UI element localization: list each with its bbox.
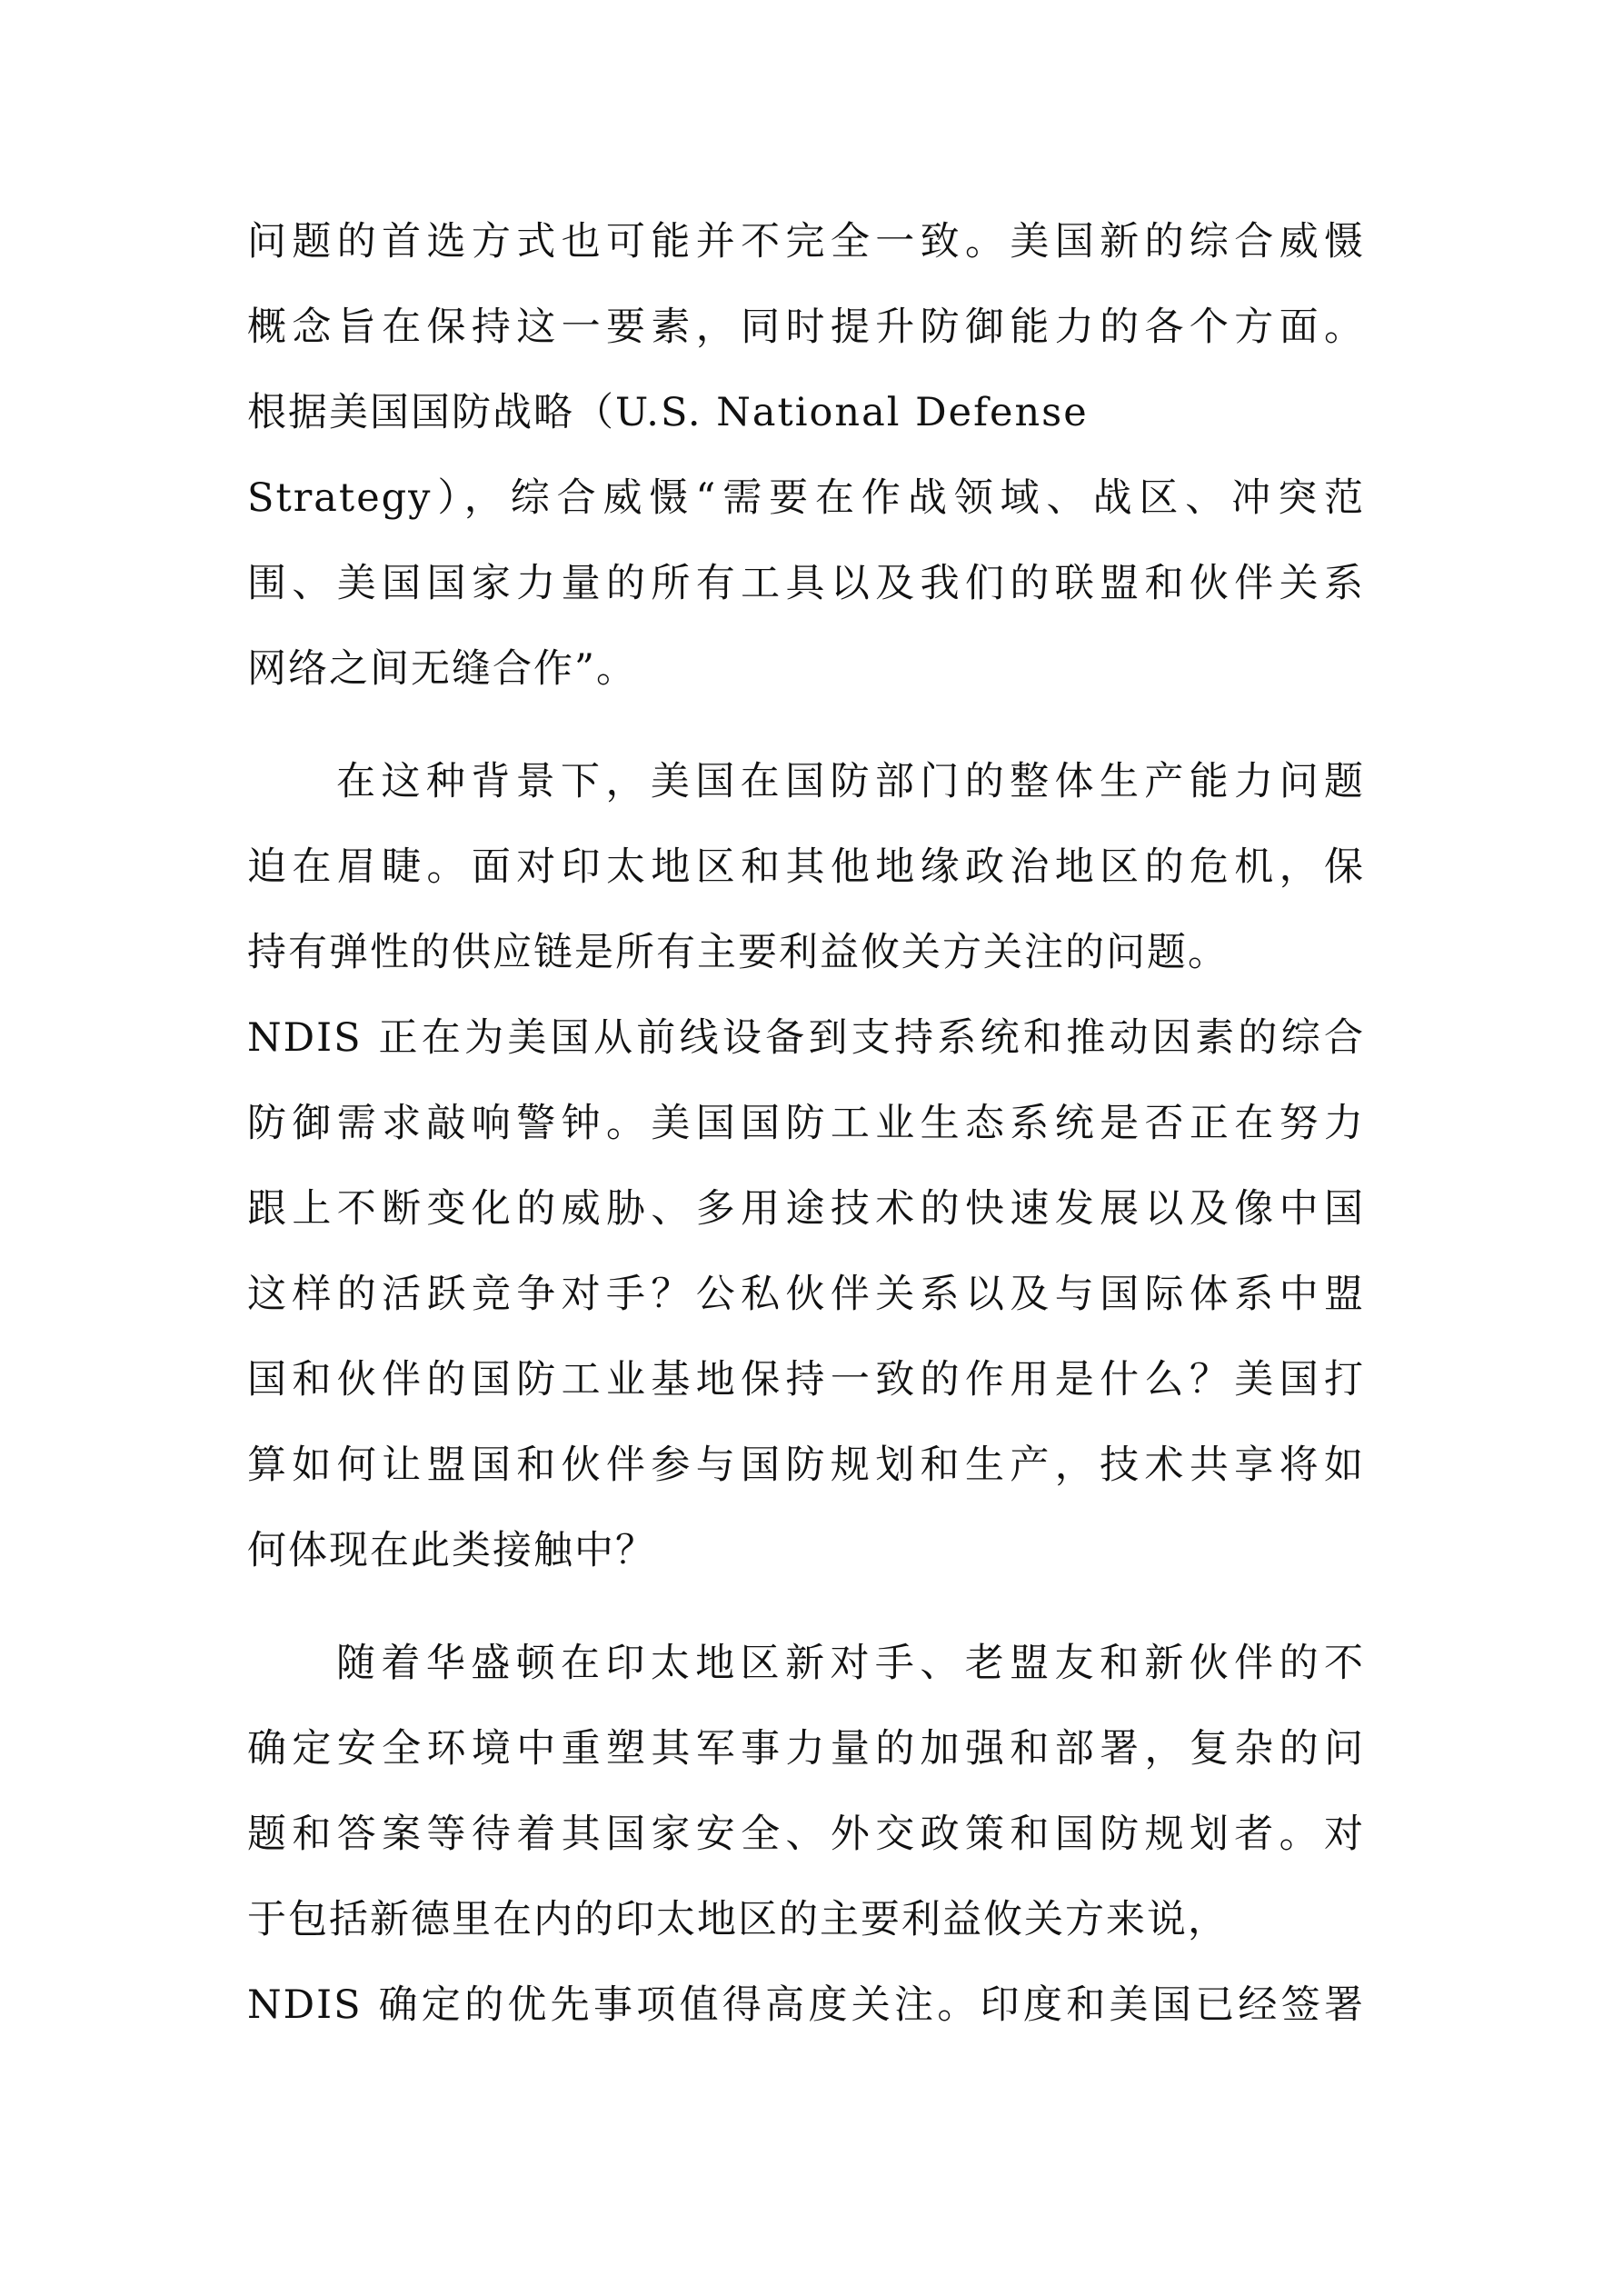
- text-line: 在这种背景下，美国在国防部门的整体生产能力问题: [336, 759, 1365, 804]
- text-line: 题和答案等待着其国家安全、外交政策和国防规划者。对: [247, 1812, 1365, 1857]
- text-line: 这样的活跃竞争对手？公私伙伴关系以及与国际体系中盟: [247, 1272, 1365, 1317]
- text-line: 随着华盛顿在印太地区新对手、老盟友和新伙伴的不: [336, 1641, 1365, 1686]
- text-line: 国和伙伴的国防工业基地保持一致的作用是什么？美国打: [247, 1357, 1365, 1403]
- text-line: 跟上不断变化的威胁、多用途技术的快速发展以及像中国: [247, 1186, 1365, 1232]
- text-line: 持有弹性的供应链是所有主要利益攸关方关注的问题。: [247, 930, 1229, 975]
- text-line: 根据美国国防战略（U.S. National Defense: [247, 390, 1089, 435]
- text-line: 迫在眉睫。面对印太地区和其他地缘政治地区的危机，保: [247, 844, 1365, 890]
- text-line: 确定安全环境中重塑其军事力量的加强和部署，复杂的问: [247, 1726, 1365, 1772]
- text-line: NDIS 正在为美国从前线设备到支持系统和推动因素的综合: [247, 1015, 1365, 1061]
- text-line: Strategy），综合威慑“需要在作战领域、战区、冲突范: [247, 475, 1365, 521]
- text-line: 围、美国国家力量的所有工具以及我们的联盟和伙伴关系: [247, 561, 1365, 606]
- text-line: 网络之间无缝合作”。: [247, 646, 637, 692]
- text-line: 算如何让盟国和伙伴参与国防规划和生产，技术共享将如: [247, 1442, 1365, 1488]
- text-line: 防御需求敲响警钟。美国国防工业生态系统是否正在努力: [247, 1101, 1365, 1146]
- text-line: NDIS 确定的优先事项值得高度关注。印度和美国已经签署: [247, 1982, 1365, 2028]
- text-line: 概念旨在保持这一要素，同时提升防御能力的各个方面。: [247, 304, 1365, 350]
- text-line: 何体现在此类接触中？: [247, 1528, 656, 1573]
- text-line: 于包括新德里在内的印太地区的主要利益攸关方来说，: [247, 1897, 1229, 1942]
- text-line: 问题的首选方式也可能并不完全一致。美国新的综合威慑: [247, 219, 1365, 265]
